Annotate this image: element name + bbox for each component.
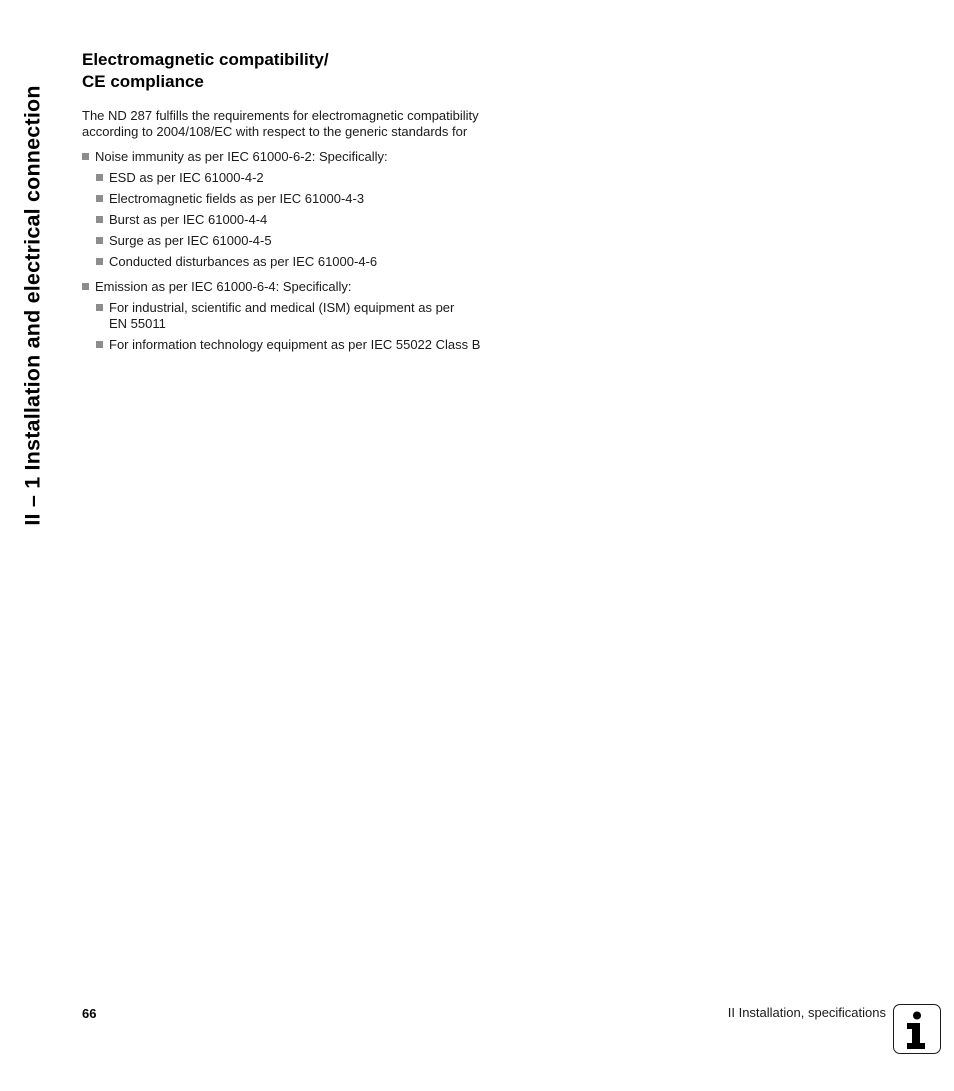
- square-bullet-icon: [82, 153, 89, 160]
- section-title-line1: Electromagnetic compatibility/: [82, 50, 329, 69]
- square-bullet-icon: [96, 258, 103, 265]
- noise-immunity-item: [82, 149, 532, 270]
- square-bullet-icon: [96, 341, 103, 348]
- footer-section-name: II Installation, specifications: [727, 1005, 886, 1020]
- intro-paragraph: [82, 108, 532, 140]
- list-item: [96, 170, 532, 186]
- list-item: [96, 300, 532, 332]
- list-item: [96, 191, 532, 207]
- square-bullet-icon: [82, 283, 89, 290]
- list-item-text: [109, 300, 454, 332]
- section-title: [82, 49, 532, 93]
- list-item: [96, 233, 532, 249]
- main-content: [82, 49, 532, 362]
- emission-label: Emission as per IEC 61000-6-4: Specifically:: [95, 279, 352, 294]
- list-item-text: For information technology equipment as per IEC 55022 Class B: [109, 337, 481, 352]
- square-bullet-icon: [96, 304, 103, 311]
- square-bullet-icon: [96, 237, 103, 244]
- noise-immunity-label: Noise immunity as per IEC 61000-6-2: Specifically:: [95, 149, 388, 164]
- noise-immunity-sublist: [96, 170, 532, 270]
- intro-line2: according to 2004/108/EC with respect to the generic standards for: [82, 124, 468, 139]
- list-item: [96, 254, 532, 270]
- list-item-text: Surge as per IEC 61000-4-5: [109, 233, 272, 248]
- standards-list: [82, 149, 532, 353]
- list-item-text: Electromagnetic fields as per IEC 61000-4-3: [109, 191, 365, 206]
- section-title-line2: CE compliance: [82, 72, 204, 91]
- side-chapter-title-text: II – 1 Installation and electrical connection: [20, 85, 45, 526]
- list-item: [96, 337, 532, 353]
- square-bullet-icon: [96, 195, 103, 202]
- square-bullet-icon: [96, 216, 103, 223]
- info-icon: [893, 1004, 941, 1054]
- ism-line2: EN 55011: [109, 316, 166, 331]
- emission-item: [82, 279, 532, 353]
- emission-sublist: [96, 300, 532, 353]
- page-number: 66: [82, 1006, 97, 1021]
- intro-line1: The ND 287 fulfills the requirements for electromagnetic compatibility: [82, 108, 479, 123]
- square-bullet-icon: [96, 174, 103, 181]
- ism-line1: For industrial, scientific and medical (ISM) equipment as per: [109, 300, 455, 315]
- list-item-text: Conducted disturbances as per IEC 61000-4-6: [109, 254, 378, 269]
- list-item-text: Burst as per IEC 61000-4-4: [109, 212, 268, 227]
- list-item-text: ESD as per IEC 61000-4-2: [109, 170, 264, 185]
- side-chapter-title: [18, 48, 48, 563]
- list-item: [96, 212, 532, 228]
